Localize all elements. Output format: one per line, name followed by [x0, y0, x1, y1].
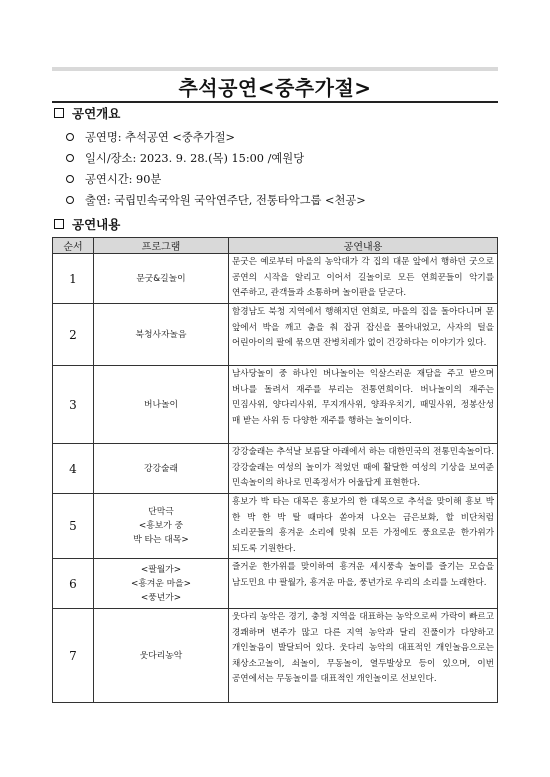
overview-item	[66, 147, 506, 168]
circle-bullet-icon	[66, 196, 74, 204]
program-description: 즐거운 한가위를 맞이하여 흥겨운 세시풍속 놀이를 즐기는 모습을 남도민요 中 팔월가, 흥겨운 마을, 풍년가로 우리의 소리를 노래한다.	[229, 559, 498, 609]
program-description: 함경남도 북청 지역에서 행해지던 연희로, 마을의 집을 돌아다니며 문 앞에서 박을 깨고 춤을 춰 잡귀 잡신을 몰아내었고, 사자의 털을 어린아이의 팔에 묶으면 잔병치레가 없이 건강하다는 이야기가 있다.	[229, 304, 498, 366]
table-row	[53, 444, 498, 494]
program-description: 웃다리 농악은 경기, 충청 지역을 대표하는 농악으로써 가락이 빠르고 경쾌하며 변주가 많고 다른 지역 농악과 달리 진풀이가 다양하고 개인놀음이 발달되어 있다. 웃다리 농악의 대표적인 개인놀음으로는 채상소고놀이, 쇠놀이, 무동놀이, 열두발상모 등이 있으며, 이번 공연에서는 무동놀이를 대표적인 개인놀이로 선보인다.	[229, 609, 498, 703]
page-title: 추석공연<중추가절>	[178, 75, 372, 100]
table-row	[53, 559, 498, 609]
row-number: 5	[53, 494, 94, 559]
program-name	[94, 494, 229, 559]
row-number: 4	[53, 444, 94, 494]
program-name-line: 북청사자놀음	[135, 329, 187, 340]
program-description: 문굿은 예로부터 마을의 농악대가 각 집의 대문 앞에서 행하던 굿으로 공연의 시작을 알리고 이어서 길놀이로 모든 연희꾼들이 악기를 연주하고, 관객들과 소통하며 놀이판을 닫군다.	[229, 254, 498, 304]
table-row	[53, 494, 498, 559]
square-bullet-icon	[54, 219, 64, 229]
program-name	[94, 609, 229, 703]
circle-bullet-icon	[66, 133, 74, 141]
program-name	[94, 444, 229, 494]
section-heading-content	[54, 215, 120, 233]
program-name	[94, 304, 229, 366]
table-header-row	[53, 238, 498, 254]
program-name-line: <풍년가>	[140, 592, 182, 603]
program-name-line: <흥겨운 마을>	[130, 578, 192, 589]
program-table	[52, 237, 498, 703]
row-number: 1	[53, 254, 94, 304]
circle-bullet-icon	[66, 154, 74, 162]
content-heading: 공연내용	[72, 217, 121, 232]
program-description: 남사당놀이 중 하나인 버나놀이는 익살스러운 재담을 주고 받으며 버나를 돌려서 재주를 부리는 전통연희이다. 버나놀이의 재주는 민짐사위, 양다리사위, 무지개사위, 양좌우치기, 때밀사위, 정봉산성 매 받는 사위 등 다양한 재주를 행하는 놀이이다.	[229, 366, 498, 444]
program-description: 흥보가 박 타는 대목은 흥보가의 한 대목으로 추석을 맞이해 흥보 박 한 박 한 박 탈 때마다 쏟아져 나오는 금은보화, 할 비단처럼 소리꾼들의 흥겨운 소리에 맞춰 모든 가정에도 풍요로운 한가위가 되도록 기원한다.	[229, 494, 498, 559]
table-row	[53, 304, 498, 366]
circle-bullet-icon	[66, 175, 74, 183]
program-name-line: <팔월가>	[140, 564, 182, 575]
overview-item-text: 공연명: 추석공연 <중추가절>	[85, 130, 235, 144]
overview-item	[66, 126, 506, 147]
column-header-description: 공연내용	[229, 238, 498, 254]
overview-heading: 공연개요	[72, 106, 121, 121]
square-bullet-icon	[54, 108, 64, 118]
section-heading-overview	[54, 104, 120, 122]
row-number: 3	[53, 366, 94, 444]
row-number: 7	[53, 609, 94, 703]
program-name-line: 박 타는 대목>	[133, 535, 189, 545]
program-name-line: 강강술래	[144, 463, 178, 474]
overview-item-text: 공연시간: 90분	[85, 172, 162, 186]
title-bar	[52, 67, 498, 103]
column-header-program: 프로그램	[94, 238, 229, 254]
table-row	[53, 609, 498, 703]
program-name-line: 웃다리농악	[139, 650, 183, 661]
overview-item	[66, 168, 506, 189]
row-number: 6	[53, 559, 94, 609]
table-row	[53, 366, 498, 444]
overview-item-text: 일시/장소: 2023. 9. 28.(목) 15:00 /예원당	[85, 151, 305, 165]
overview-list	[66, 126, 506, 210]
overview-item-text: 출연: 국립민속국악원 국악연주단, 전통타악그룹 <천공>	[85, 193, 366, 207]
program-name-line: 문굿&길놀이	[136, 273, 186, 284]
program-description: 강강술래는 추석날 보름달 아래에서 하는 대한민국의 전통민속놀이다. 강강술래는 여성의 놀이가 적었던 때에 활달한 여성의 기상을 보여준 민속놀이의 하나로 민족정서가 어울답게 표현한다.	[229, 444, 498, 494]
column-header-order: 순서	[53, 238, 94, 254]
program-name-line: <흥보가 중	[138, 521, 184, 531]
program-name	[94, 366, 229, 444]
program-name-line: 버나놀이	[144, 399, 178, 410]
table-row	[53, 254, 498, 304]
row-number: 2	[53, 304, 94, 366]
program-name	[94, 254, 229, 304]
program-name-line: 단막극	[148, 507, 174, 517]
program-name	[94, 559, 229, 609]
overview-item	[66, 189, 506, 210]
